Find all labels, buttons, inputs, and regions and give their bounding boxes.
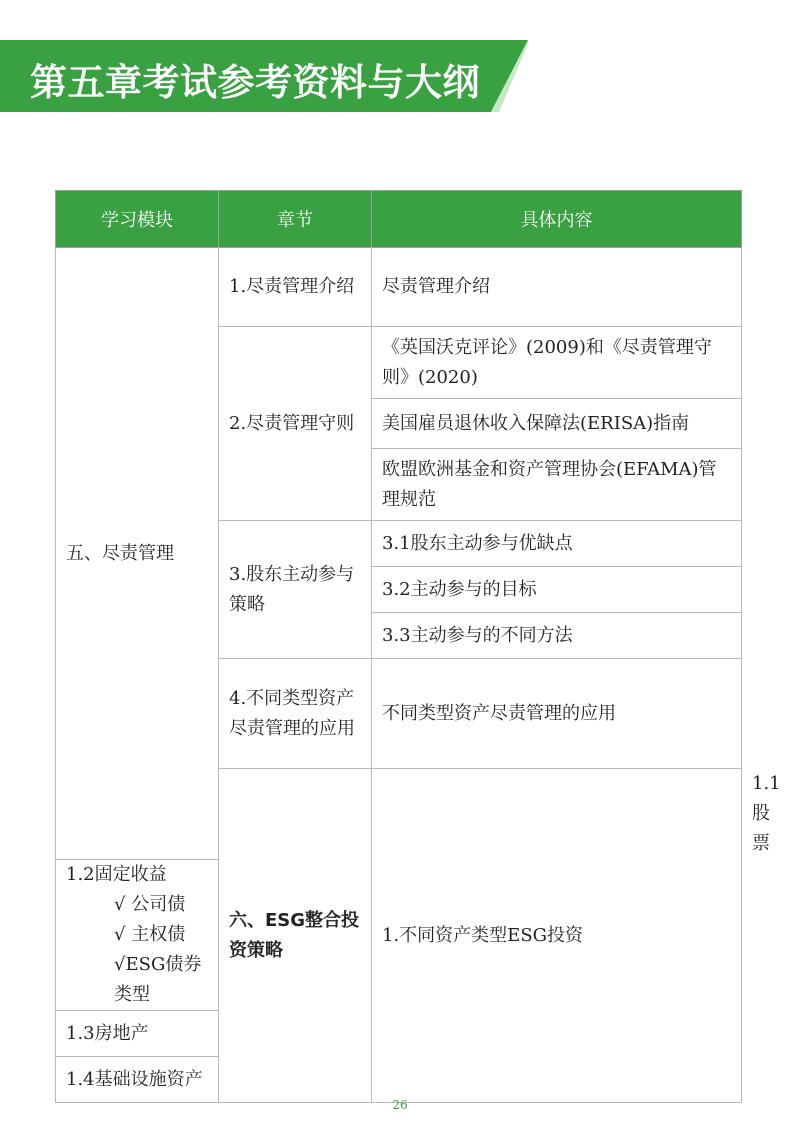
content-cell: 美国雇员退休收入保障法(ERISA)指南 — [372, 399, 742, 449]
check-item: √ 主权债 — [114, 924, 186, 945]
content-cell — [56, 860, 219, 1011]
table-header-row — [56, 191, 742, 248]
content-cell: 3.3主动参与的不同方法 — [372, 613, 742, 659]
table-row: 六、ESG整合投资策略 1.不同资产类型ESG投资 1.1股票 — [56, 769, 742, 860]
chapter-cell: 3.股东主动参与策略 — [219, 521, 372, 659]
check-item: √ 公司债 — [114, 894, 186, 915]
page-number: 26 — [392, 1098, 408, 1112]
chapter-cell: 1.尽责管理介绍 — [219, 248, 372, 327]
module-cell: 六、ESG整合投资策略 — [219, 769, 372, 1103]
chapter-cell: 1.不同资产类型ESG投资 — [372, 769, 742, 1103]
content-cell: 尽责管理介绍 — [372, 248, 742, 327]
syllabus-table — [55, 190, 781, 1103]
content-cell: 不同类型资产尽责管理的应用 — [372, 659, 742, 769]
table-row — [56, 248, 742, 327]
content-cell: 3.1股东主动参与优缺点 — [372, 521, 742, 567]
content-cell: 欧盟欧洲基金和资产管理协会(EFAMA)管理规范 — [372, 449, 742, 521]
header-chapter: 章节 — [219, 191, 372, 248]
check-item: √ESG债券类型 — [114, 954, 202, 1005]
header-module: 学习模块 — [56, 191, 219, 248]
content-line: 1.2固定收益 — [66, 864, 167, 885]
header-content: 具体内容 — [372, 191, 742, 248]
module-cell: 五、尽责管理 — [56, 248, 219, 860]
chapter-cell: 4.不同类型资产尽责管理的应用 — [219, 659, 372, 769]
page-title: 第五章考试参考资料与大纲 — [30, 61, 480, 104]
content-cell: 3.2主动参与的目标 — [372, 567, 742, 613]
content-cell: 1.3房地产 — [56, 1011, 219, 1057]
content-cell: 《英国沃克评论》(2009)和《尽责管理守则》(2020) — [372, 327, 742, 399]
chapter-cell: 2.尽责管理守则 — [219, 327, 372, 521]
content-cell: 1.4基础设施资产 — [56, 1057, 219, 1103]
